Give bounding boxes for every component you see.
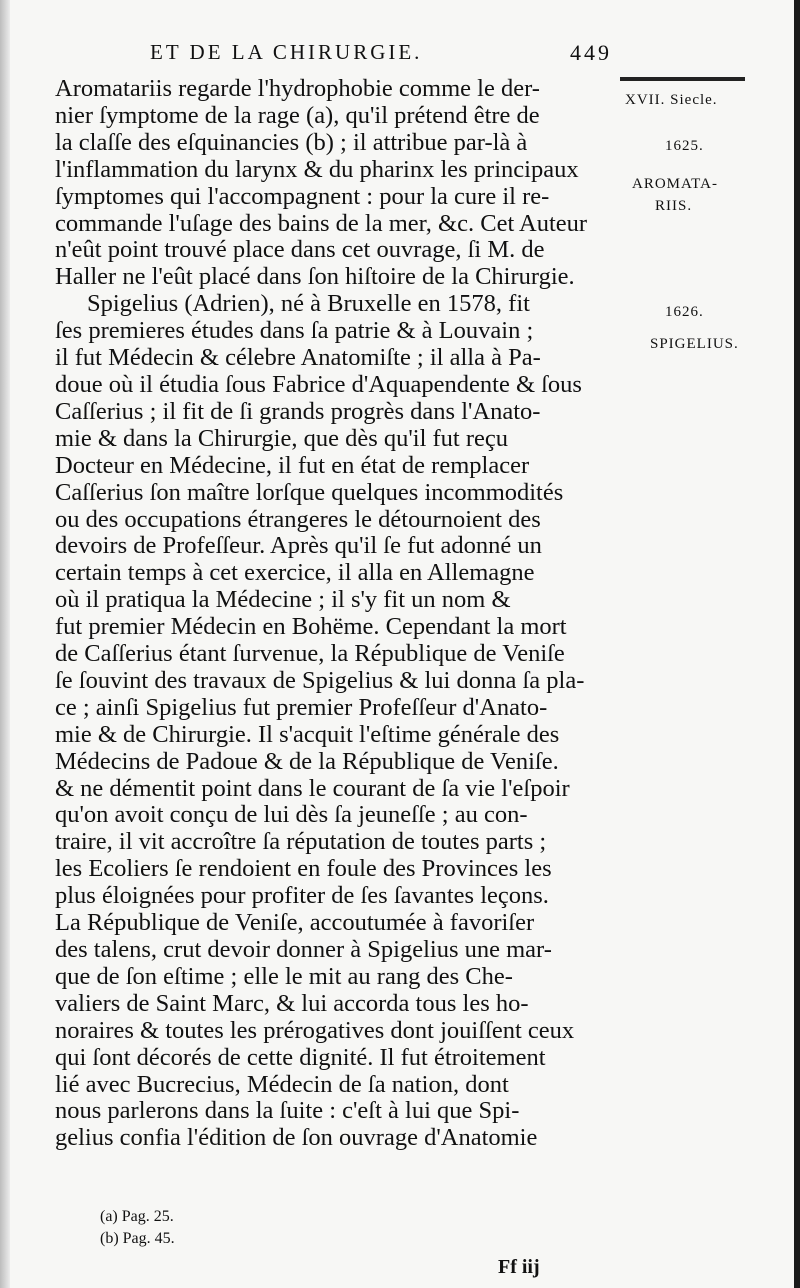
text-line: noraires & toutes les prérogatives dont jouiſſent ceux: [55, 1016, 575, 1044]
running-title: ET DE LA CHIRURGIE.: [150, 40, 423, 64]
text-line: La République de Veniſe, accoutumée à favoriſer: [55, 909, 535, 937]
text-line: lié avec Bucrecius, Médecin de ſa nation, dont: [55, 1070, 509, 1098]
text-line: n'eût point trouvé place dans cet ouvrage, ſi M. de: [55, 236, 545, 264]
signature-mark: Ff iij: [498, 1256, 540, 1278]
text-line: mie & dans la Chirurgie, que dès qu'il fut reçu: [55, 424, 509, 452]
text-line: qui ſont décorés de cette dignité. Il fut étroitement: [55, 1043, 546, 1071]
page-gutter-shadow: [0, 0, 10, 1288]
text-line: de Caſſerius étant ſurvenue, la République de Veniſe: [55, 640, 565, 668]
text-line: où il pratiqua la Médecine ; il s'y fit un nom &: [55, 586, 511, 614]
text-line: Médecins de Padoue & de la République de Veniſe.: [55, 747, 559, 775]
text-line: ou des occupations étrangeres le détournoient des: [55, 505, 541, 533]
footnote-b: (b) Pag. 45.: [100, 1230, 175, 1247]
margin-note-spigelius: SPIGELIUS.: [650, 336, 739, 352]
text-line: ſymptomes qui l'accompagnent : pour la cure il re-: [55, 182, 550, 210]
margin-note-year-1625: 1625.: [665, 138, 704, 154]
text-line: ſe ſouvint des travaux de Spigelius & lui donna ſa pla-: [55, 666, 585, 694]
text-line: l'inflammation du larynx & du pharinx les principaux: [55, 155, 579, 183]
margin-note-year-1626: 1626.: [665, 304, 704, 320]
page-edge-border: [794, 0, 800, 1288]
text-line: commande l'uſage des bains de la mer, &c. Cet Auteur: [55, 209, 588, 237]
text-line: les Ecoliers ſe rendoient en foule des Provinces les: [55, 855, 552, 883]
margin-note-century: XVII. Siecle.: [625, 92, 718, 108]
text-line: mie & de Chirurgie. Il s'acquit l'eſtime générale des: [55, 720, 560, 748]
text-line: nier ſymptome de la rage (a), qu'il prétend être de: [55, 101, 540, 129]
text-line: Docteur en Médecine, il fut en état de remplacer: [55, 451, 530, 479]
text-line: il fut Médecin & célebre Anatomiſte ; il alla à Pa-: [55, 344, 541, 372]
text-line: des talens, crut devoir donner à Spigelius une mar-: [55, 936, 552, 963]
text-line: plus éloignées pour profiter de ſes ſavantes leçons.: [55, 882, 549, 910]
text-line: que de ſon eſtime ; elle le mit au rang des Che-: [55, 962, 513, 990]
text-line: Caſſerius ; il fit de ſi grands progrès dans l'Anato-: [55, 397, 541, 425]
text-line: Caſſerius ſon maître lorſque quelques incommodités: [55, 478, 564, 506]
text-line: ſes premieres études dans ſa patrie & à Louvain ;: [55, 317, 534, 345]
text-line: traire, il vit accroître ſa réputation de toutes parts ;: [55, 828, 547, 856]
text-line: Aromatariis regarde l'hydrophobie comme le der-: [55, 75, 540, 102]
text-line: Spigelius (Adrien), né à Bruxelle en 1578, fit: [87, 290, 530, 318]
text-line: qu'on avoit conçu de lui dès ſa jeuneſſe ; au con-: [55, 801, 528, 829]
text-line: ce ; ainſi Spigelius fut premier Profeſſeur d'Anato-: [55, 693, 548, 721]
text-line: la claſſe des eſquinancies (b) ; il attribue par-là à: [55, 128, 528, 156]
text-line: certain temps à cet exercice, il alla en Allemagne: [55, 559, 535, 587]
text-line: fut premier Médecin en Bohëme. Cependant la mort: [55, 613, 567, 641]
text-line: valiers de Saint Marc, & lui accorda tous les ho-: [55, 989, 529, 1017]
margin-note-aromatariis-2: RIIS.: [655, 198, 693, 214]
page-number: 449: [570, 40, 612, 65]
text-line: & ne démentit point dans le courant de ſa vie l'eſpoir: [55, 774, 570, 802]
text-line: nous parlerons dans la ſuite : c'eſt à lui que Spi-: [55, 1097, 520, 1125]
margin-note-aromatariis-1: AROMATA-: [632, 176, 718, 192]
text-line: Haller ne l'eût placé dans ſon hiſtoire de la Chirurgie.: [55, 263, 575, 291]
text-line: gelius confia l'édition de ſon ouvrage d'Anatomie: [55, 1124, 538, 1152]
text-line: doue où il étudia ſous Fabrice d'Aquapendente & ſous: [55, 370, 582, 398]
footnote-a: (a) Pag. 25.: [100, 1208, 174, 1225]
text-line: devoirs de Profeſſeur. Après qu'il ſe fut adonné un: [55, 532, 542, 560]
body-text: [55, 76, 655, 1152]
footnotes: [100, 1206, 175, 1250]
